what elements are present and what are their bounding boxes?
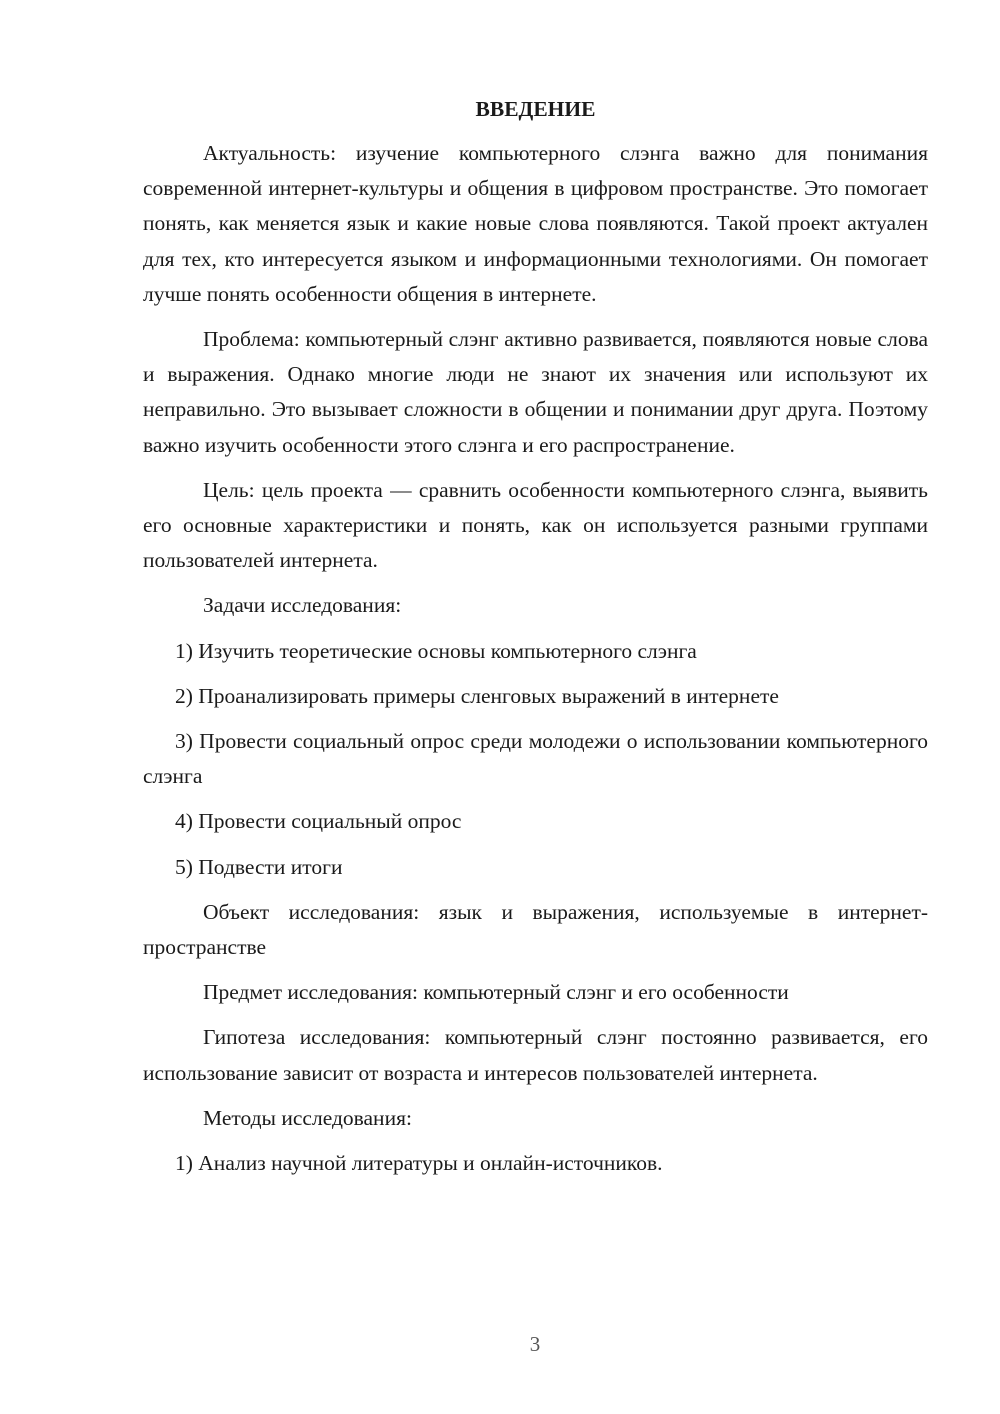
task-item: 3) Провести социальный опрос среди молодежи о использовании компьютерного слэнга [143,729,928,789]
method-item: 1) Анализ научной литературы и онлайн-источников. [175,1151,663,1176]
task-item: 1) Изучить теоретические основы компьютерного слэнга [175,638,697,663]
goal-paragraph: Цель: цель проекта — сравнить особенности компьютерного слэнга, выявить его основные характеристики и понять, как он используется разными группами пользователей интернета. [143,477,928,573]
object-paragraph: Объект исследования: язык и выражения, используемые в интернет-пространстве [143,899,928,960]
problem-paragraph: Проблема: компьютерный слэнг активно развивается, появляются новые слова и выражения. Однако многие люди не знают их значения или используют их неправильно. Это вызывает сложности в общении и понимании друг друга. Поэтому важно изучить особенности этого слэнга и его распространение. [143,327,928,457]
tasks-heading: Задачи исследования: [203,593,402,618]
section-title: ВВЕДЕНИЕ [475,97,596,121]
task-item: 2) Проанализировать примеры сленговых выражений в интернете [175,683,779,708]
task-item: 4) Провести социальный опрос [175,809,462,834]
hypothesis-paragraph: Гипотеза исследования: компьютерный слэнг постоянно развивается, его использование зависит от возраста и интересов пользователей интернета. [143,1025,928,1085]
subject-paragraph: Предмет исследования: компьютерный слэнг и его особенности [203,980,789,1005]
relevance-paragraph: Актуальность: изучение компьютерного слэнга важно для понимания современной интернет-культуры и общения в цифровом пространстве. Это помогает понять, как меняется язык и какие новые слова появляются. Такой проект актуален для тех, кто интересуется языком и информационными технологиями. Он помогает лучше понять особенности общения в интернете. [143,141,928,306]
page-number: 3 [529,1332,541,1356]
task-item: 5) Подвести итоги [175,854,343,879]
methods-heading: Методы исследования: [203,1105,412,1130]
document-body [143,92,928,1191]
